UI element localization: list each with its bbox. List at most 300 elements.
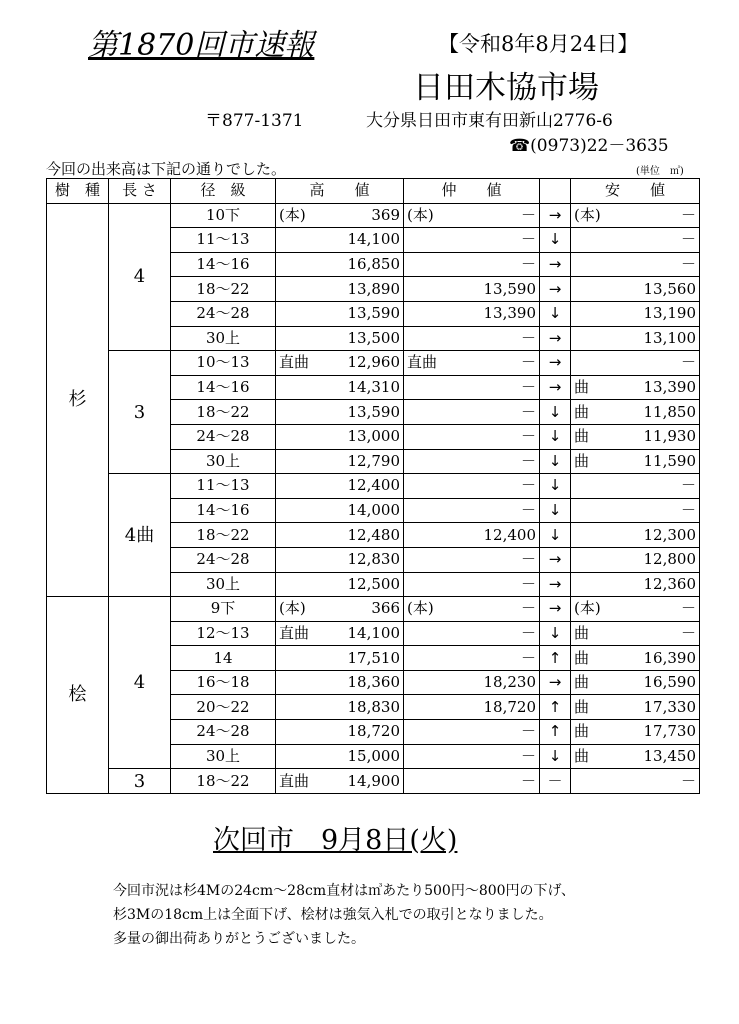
- low-price-cell-value: 16,590: [643, 673, 696, 692]
- length-cell: 4: [109, 597, 171, 769]
- low-price-cell-value: 13,190: [643, 304, 696, 323]
- mid-price-cell: [404, 301, 540, 326]
- mid-price-cell-content: [407, 720, 536, 743]
- low-price-cell-value: －: [680, 205, 696, 224]
- high-price-cell-value: 13,590: [347, 304, 400, 323]
- high-price-cell-value: 12,960: [347, 353, 400, 372]
- high-price-cell-content: [279, 228, 400, 251]
- high-price-cell: [276, 228, 404, 253]
- mid-price-cell-value: －: [520, 746, 536, 765]
- size-cell: 20～22: [171, 695, 276, 720]
- high-price-cell-value: 12,480: [347, 525, 400, 544]
- high-price-cell-value: 16,850: [347, 255, 400, 274]
- low-price-cell: [571, 203, 700, 228]
- trend-arrow-cell: ↑: [540, 646, 571, 671]
- low-price-cell-content: [574, 351, 696, 374]
- mid-price-cell: [404, 498, 540, 523]
- low-price-cell-value: －: [680, 599, 696, 618]
- low-price-cell-content: [574, 278, 696, 301]
- high-price-cell-content: [279, 278, 400, 301]
- header-length: 長 さ: [109, 179, 171, 204]
- trend-arrow-cell: →: [540, 351, 571, 376]
- mid-price-cell: [404, 695, 540, 720]
- mid-price-cell-value: －: [520, 501, 536, 520]
- high-price-cell: [276, 400, 404, 425]
- high-price-cell-content: [279, 351, 400, 374]
- low-price-cell-content: [574, 745, 696, 768]
- trend-arrow-cell: →: [540, 277, 571, 302]
- mid-price-cell-value: －: [520, 353, 536, 372]
- low-price-cell-note: 曲: [574, 402, 590, 421]
- mid-price-cell-value: －: [520, 722, 536, 741]
- high-price-cell-content: [279, 499, 400, 522]
- high-price-cell: [276, 326, 404, 351]
- high-price-cell-content: [279, 474, 400, 497]
- low-price-cell-note: 曲: [574, 451, 590, 470]
- low-price-cell-value: 11,590: [643, 451, 696, 470]
- high-price-cell-content: [279, 720, 400, 743]
- trend-arrow-cell: ↓: [540, 474, 571, 499]
- low-price-cell-value: －: [680, 771, 696, 790]
- high-price-cell: [276, 744, 404, 769]
- size-cell: 10～13: [171, 351, 276, 376]
- size-cell: 14: [171, 646, 276, 671]
- low-price-cell: [571, 252, 700, 277]
- mid-price-cell-note: (本): [407, 205, 434, 224]
- trend-arrow-cell: →: [540, 326, 571, 351]
- high-price-cell: [276, 720, 404, 745]
- low-price-cell: [571, 277, 700, 302]
- low-price-cell-value: 16,390: [643, 648, 696, 667]
- length-cell: 3: [109, 351, 171, 474]
- mid-price-cell-content: [407, 745, 536, 768]
- mid-price-cell-content: [407, 253, 536, 276]
- high-price-cell: [276, 621, 404, 646]
- high-price-cell-content: [279, 770, 400, 793]
- high-price-cell: [276, 252, 404, 277]
- low-price-cell-content: [574, 770, 696, 793]
- mid-price-cell-content: [407, 278, 536, 301]
- high-price-cell-value: 17,510: [347, 648, 400, 667]
- low-price-cell: [571, 228, 700, 253]
- length-cell: 3: [109, 769, 171, 794]
- mid-price-cell-content: [407, 647, 536, 670]
- low-price-cell-note: 曲: [574, 427, 590, 446]
- trend-arrow-cell: →: [540, 375, 571, 400]
- table-header-row: [47, 179, 700, 204]
- mid-price-cell-content: [407, 573, 536, 596]
- high-price-cell-content: [279, 376, 400, 399]
- high-price-cell-value: 14,100: [347, 623, 400, 642]
- high-price-cell: [276, 203, 404, 228]
- low-price-cell-note: 曲: [574, 673, 590, 692]
- high-price-cell: [276, 424, 404, 449]
- size-cell: 18～22: [171, 769, 276, 794]
- header-arrow: [540, 179, 571, 204]
- mid-price-cell-content: [407, 597, 536, 620]
- high-price-cell-value: 12,790: [347, 451, 400, 470]
- trend-arrow-cell: ↑: [540, 720, 571, 745]
- size-cell: 30上: [171, 326, 276, 351]
- mid-price-cell-content: [407, 622, 536, 645]
- high-price-cell-note: (本): [279, 599, 306, 618]
- size-cell: 11～13: [171, 228, 276, 253]
- trend-arrow-cell: →: [540, 203, 571, 228]
- low-price-cell-content: [574, 474, 696, 497]
- mid-price-cell-note: (本): [407, 599, 434, 618]
- mid-price-cell-content: [407, 327, 536, 350]
- high-price-cell-content: [279, 696, 400, 719]
- high-price-cell-value: 13,500: [347, 328, 400, 347]
- mid-price-cell-content: [407, 425, 536, 448]
- low-price-cell: [571, 301, 700, 326]
- mid-price-cell: [404, 228, 540, 253]
- high-price-cell: [276, 523, 404, 548]
- mid-price-cell-value: 13,390: [483, 304, 536, 323]
- low-price-cell-note: 曲: [574, 648, 590, 667]
- mid-price-cell-value: －: [520, 623, 536, 642]
- trend-arrow-cell: ↑: [540, 695, 571, 720]
- size-cell: 18～22: [171, 277, 276, 302]
- low-price-cell-content: [574, 696, 696, 719]
- low-price-cell-content: [574, 327, 696, 350]
- mid-price-cell-content: [407, 671, 536, 694]
- low-price-cell: [571, 523, 700, 548]
- low-price-cell-value: －: [680, 501, 696, 520]
- high-price-cell-value: 13,890: [347, 279, 400, 298]
- mid-price-cell-value: －: [520, 599, 536, 618]
- table-row: [47, 203, 700, 228]
- mid-price-cell-value: －: [520, 771, 536, 790]
- trend-arrow-cell: －: [540, 769, 571, 794]
- high-price-cell-note: 直曲: [279, 771, 310, 790]
- mid-price-cell: [404, 203, 540, 228]
- mid-price-cell: [404, 252, 540, 277]
- trend-arrow-cell: ↓: [540, 301, 571, 326]
- high-price-cell: [276, 351, 404, 376]
- mid-price-cell: [404, 449, 540, 474]
- size-cell: 30上: [171, 744, 276, 769]
- table-body: [47, 203, 700, 793]
- high-price-cell-value: 18,360: [347, 673, 400, 692]
- low-price-cell-value: －: [680, 230, 696, 249]
- mid-price-cell: [404, 744, 540, 769]
- low-price-cell-value: 11,930: [643, 427, 696, 446]
- low-price-cell: [571, 744, 700, 769]
- mid-price-cell: [404, 572, 540, 597]
- low-price-cell-note: (本): [574, 205, 601, 224]
- high-price-cell-content: [279, 745, 400, 768]
- low-price-cell: [571, 326, 700, 351]
- intro-text: 今回の出来高は下記の通りでした。: [46, 160, 287, 178]
- low-price-cell-value: 12,800: [643, 550, 696, 569]
- market-note-line: 今回市況は杉4Mの24cm～28cm直材は㎥あたり500円～800円の下げ、: [113, 883, 575, 899]
- high-price-cell-value: 369: [371, 205, 400, 224]
- trend-arrow-cell: ↓: [540, 400, 571, 425]
- table-row: [47, 351, 700, 376]
- high-price-cell: [276, 474, 404, 499]
- market-note-line: 多量の御出荷ありがとうございました。: [113, 931, 365, 947]
- size-cell: 10下: [171, 203, 276, 228]
- mid-price-cell: [404, 326, 540, 351]
- low-price-cell-value: －: [680, 353, 696, 372]
- company-name: 日田木協市場: [413, 70, 599, 106]
- high-price-cell-content: [279, 253, 400, 276]
- low-price-cell-value: －: [680, 623, 696, 642]
- mid-price-cell-value: －: [520, 205, 536, 224]
- low-price-cell-content: [574, 622, 696, 645]
- mid-price-cell: [404, 351, 540, 376]
- trend-arrow-cell: ↓: [540, 228, 571, 253]
- low-price-cell-value: 13,100: [643, 328, 696, 347]
- low-price-cell-content: [574, 548, 696, 571]
- high-price-cell-note: (本): [279, 205, 306, 224]
- report-date: 【令和8年8月24日】: [438, 32, 639, 56]
- low-price-cell-value: 17,330: [643, 697, 696, 716]
- high-price-cell-content: [279, 401, 400, 424]
- mid-price-cell-value: －: [520, 402, 536, 421]
- low-price-cell-content: [574, 302, 696, 325]
- low-price-cell: [571, 720, 700, 745]
- mid-price-cell: [404, 646, 540, 671]
- high-price-cell-content: [279, 597, 400, 620]
- mid-price-cell-value: －: [520, 550, 536, 569]
- high-price-cell: [276, 695, 404, 720]
- high-price-cell-note: 直曲: [279, 353, 310, 372]
- mid-price-cell: [404, 670, 540, 695]
- size-cell: 14～16: [171, 252, 276, 277]
- size-cell: 30上: [171, 449, 276, 474]
- table-row: [47, 597, 700, 622]
- size-cell: 16～18: [171, 670, 276, 695]
- low-price-cell: [571, 572, 700, 597]
- mid-price-cell-content: [407, 548, 536, 571]
- mid-price-cell-content: [407, 204, 536, 227]
- trend-arrow-cell: →: [540, 670, 571, 695]
- low-price-cell: [571, 351, 700, 376]
- low-price-cell-value: 13,450: [643, 746, 696, 765]
- high-price-cell: [276, 769, 404, 794]
- mid-price-cell-value: －: [520, 427, 536, 446]
- low-price-cell-content: [574, 671, 696, 694]
- low-price-cell: [571, 621, 700, 646]
- low-price-cell-content: [574, 573, 696, 596]
- low-price-cell: [571, 375, 700, 400]
- mid-price-cell: [404, 720, 540, 745]
- high-price-cell-value: 14,310: [347, 378, 400, 397]
- mid-price-cell-value: －: [520, 378, 536, 397]
- low-price-cell-content: [574, 204, 696, 227]
- mid-price-cell-value: 18,230: [483, 673, 536, 692]
- mid-price-cell: [404, 424, 540, 449]
- low-price-cell-value: 17,730: [643, 722, 696, 741]
- high-price-cell: [276, 597, 404, 622]
- high-price-cell-value: 12,830: [347, 550, 400, 569]
- size-cell: 24～28: [171, 424, 276, 449]
- high-price-cell-note: 直曲: [279, 623, 310, 642]
- high-price-cell-value: 14,900: [347, 771, 400, 790]
- trend-arrow-cell: ↓: [540, 424, 571, 449]
- high-price-cell-value: 13,590: [347, 402, 400, 421]
- trend-arrow-cell: →: [540, 572, 571, 597]
- low-price-cell: [571, 597, 700, 622]
- unit-label: (単位 ㎥): [636, 166, 684, 177]
- high-price-cell-value: 18,720: [347, 722, 400, 741]
- high-price-cell: [276, 646, 404, 671]
- mid-price-cell-value: －: [520, 328, 536, 347]
- mid-price-cell-content: [407, 474, 536, 497]
- high-price-cell-content: [279, 647, 400, 670]
- mid-price-cell: [404, 277, 540, 302]
- low-price-cell: [571, 769, 700, 794]
- company-phone: ☎(0973)22－3635: [509, 136, 669, 156]
- trend-arrow-cell: ↓: [540, 523, 571, 548]
- low-price-cell-content: [574, 401, 696, 424]
- size-cell: 9下: [171, 597, 276, 622]
- price-table: [46, 178, 700, 794]
- mid-price-cell-content: [407, 499, 536, 522]
- mid-price-cell-value: 18,720: [483, 697, 536, 716]
- high-price-cell-value: 14,100: [347, 230, 400, 249]
- low-price-cell-content: [574, 228, 696, 251]
- high-price-cell: [276, 498, 404, 523]
- header-species: 樹 種: [47, 179, 109, 204]
- species-cell: 桧: [47, 597, 109, 794]
- mid-price-cell-content: [407, 401, 536, 424]
- mid-price-cell: [404, 547, 540, 572]
- postal-code: 〒877-1371: [205, 111, 304, 131]
- mid-price-cell-content: [407, 770, 536, 793]
- mid-price-cell-content: [407, 524, 536, 547]
- mid-price-cell-value: －: [520, 230, 536, 249]
- mid-price-cell-value: －: [520, 255, 536, 274]
- high-price-cell-value: 14,000: [347, 501, 400, 520]
- high-price-cell: [276, 547, 404, 572]
- low-price-cell: [571, 670, 700, 695]
- mid-price-cell: [404, 621, 540, 646]
- low-price-cell: [571, 695, 700, 720]
- low-price-cell-content: [574, 376, 696, 399]
- species-cell: 杉: [47, 203, 109, 597]
- low-price-cell-content: [574, 499, 696, 522]
- high-price-cell-content: [279, 573, 400, 596]
- trend-arrow-cell: →: [540, 597, 571, 622]
- low-price-cell-value: 12,300: [643, 525, 696, 544]
- size-cell: 11～13: [171, 474, 276, 499]
- low-price-cell: [571, 449, 700, 474]
- low-price-cell-content: [574, 425, 696, 448]
- low-price-cell-content: [574, 450, 696, 473]
- low-price-cell: [571, 547, 700, 572]
- size-cell: 12～13: [171, 621, 276, 646]
- mid-price-cell-content: [407, 696, 536, 719]
- low-price-cell-value: 13,560: [643, 279, 696, 298]
- mid-price-cell: [404, 523, 540, 548]
- low-price-cell-value: －: [680, 476, 696, 495]
- high-price-cell: [276, 375, 404, 400]
- low-price-cell-note: 曲: [574, 378, 590, 397]
- size-cell: 24～28: [171, 720, 276, 745]
- trend-arrow-cell: ↓: [540, 498, 571, 523]
- low-price-cell: [571, 400, 700, 425]
- table-row: [47, 474, 700, 499]
- trend-arrow-cell: →: [540, 547, 571, 572]
- size-cell: 24～28: [171, 547, 276, 572]
- trend-arrow-cell: ↓: [540, 621, 571, 646]
- low-price-cell-note: 曲: [574, 623, 590, 642]
- trend-arrow-cell: ↓: [540, 744, 571, 769]
- mid-price-cell-value: －: [520, 574, 536, 593]
- low-price-cell-content: [574, 647, 696, 670]
- high-price-cell: [276, 301, 404, 326]
- high-price-cell: [276, 449, 404, 474]
- mid-price-cell: [404, 400, 540, 425]
- size-cell: 14～16: [171, 498, 276, 523]
- low-price-cell-content: [574, 524, 696, 547]
- mid-price-cell-content: [407, 228, 536, 251]
- size-cell: 18～22: [171, 523, 276, 548]
- low-price-cell-value: 13,390: [643, 378, 696, 397]
- mid-price-cell-value: 13,590: [483, 279, 536, 298]
- length-cell: 4: [109, 203, 171, 351]
- low-price-cell-value: 12,360: [643, 574, 696, 593]
- company-address: 大分県日田市東有田新山2776-6: [366, 111, 613, 131]
- low-price-cell-content: [574, 253, 696, 276]
- low-price-cell-value: 11,850: [643, 402, 696, 421]
- high-price-cell-value: 18,830: [347, 697, 400, 716]
- high-price-cell-value: 12,500: [347, 574, 400, 593]
- next-market-date: 次回市 9月8日(火): [213, 825, 458, 856]
- mid-price-cell-value: －: [520, 451, 536, 470]
- mid-price-cell-value: －: [520, 648, 536, 667]
- high-price-cell-content: [279, 327, 400, 350]
- high-price-cell: [276, 670, 404, 695]
- high-price-cell-content: [279, 450, 400, 473]
- header-size: 径 級: [171, 179, 276, 204]
- low-price-cell-value: －: [680, 255, 696, 274]
- high-price-cell: [276, 277, 404, 302]
- low-price-cell-note: 曲: [574, 746, 590, 765]
- header-high: 高 値: [276, 179, 404, 204]
- mid-price-cell: [404, 375, 540, 400]
- length-cell: 4曲: [109, 474, 171, 597]
- mid-price-cell: [404, 474, 540, 499]
- mid-price-cell-content: [407, 351, 536, 374]
- size-cell: 18～22: [171, 400, 276, 425]
- size-cell: 24～28: [171, 301, 276, 326]
- mid-price-cell-content: [407, 450, 536, 473]
- mid-price-cell-value: 12,400: [483, 525, 536, 544]
- high-price-cell-content: [279, 548, 400, 571]
- mid-price-cell-note: 直曲: [407, 353, 438, 372]
- table-row: [47, 769, 700, 794]
- high-price-cell-value: 15,000: [347, 746, 400, 765]
- low-price-cell-content: [574, 720, 696, 743]
- header-mid: 仲 値: [404, 179, 540, 204]
- high-price-cell-content: [279, 425, 400, 448]
- trend-arrow-cell: →: [540, 252, 571, 277]
- mid-price-cell: [404, 769, 540, 794]
- high-price-cell-content: [279, 204, 400, 227]
- low-price-cell-note: 曲: [574, 722, 590, 741]
- trend-arrow-cell: ↓: [540, 449, 571, 474]
- low-price-cell-content: [574, 597, 696, 620]
- market-note-line: 杉3Mの18cm上は全面下げ、桧材は強気入札での取引となりました。: [113, 907, 553, 923]
- report-title: 第1870回市速報: [88, 28, 315, 63]
- high-price-cell-content: [279, 524, 400, 547]
- mid-price-cell: [404, 597, 540, 622]
- high-price-cell-value: 12,400: [347, 476, 400, 495]
